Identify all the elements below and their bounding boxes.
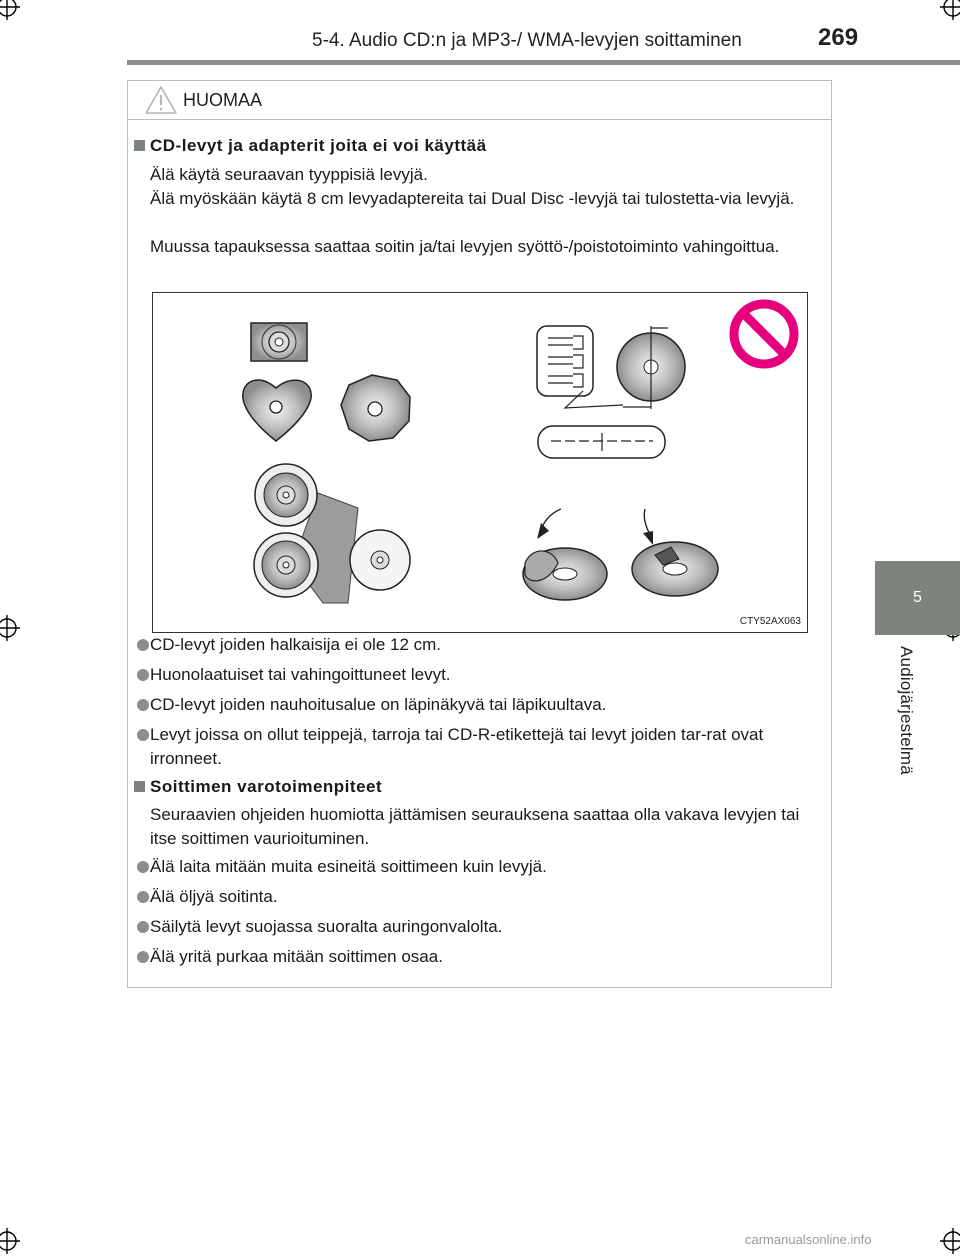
section-tab[interactable]	[875, 561, 960, 635]
list-item-text: Säilytä levyt suojassa suoralta auringonvalolta.	[150, 917, 503, 936]
heading-text: CD-levyt ja adapterit joita ei voi käyttää	[150, 136, 487, 155]
bullet-dot-icon	[137, 951, 149, 963]
list-item-text: Älä laita mitään muita esineitä soittimeen kuin levyjä.	[150, 857, 547, 876]
list-item	[136, 633, 826, 657]
bullet-dot-icon	[137, 699, 149, 711]
list-item	[136, 945, 826, 969]
header-rule	[127, 60, 960, 65]
list-item-text: Älä yritä purkaa mitään soittimen osaa.	[150, 947, 443, 966]
bullet-dot-icon	[137, 861, 149, 873]
paragraph-line: Älä myöskään käytä 8 cm levyadaptereita tai Dual Disc -levyjä tai tulostetta-via levyjä.	[150, 189, 795, 208]
unusable-discs-figure	[152, 292, 808, 633]
dual-disc-cross-section-icon	[537, 326, 685, 458]
list-item-text: Huonolaatuiset tai vahingoittuneet levyt.	[150, 665, 451, 684]
peeling-label-disc-icon	[523, 509, 718, 600]
paragraph-line: Seuraavien ohjeiden huomiotta jättämisen seurauksena saattaa olla vakava levyjen tai itse soittimen vaurioituminen.	[150, 805, 800, 848]
section-side-label: Audiojärjestelmä	[897, 646, 916, 775]
list-item	[136, 855, 826, 879]
heading-square-icon	[134, 781, 145, 792]
bullet-dot-icon	[137, 669, 149, 681]
crop-mark-top-right-icon	[940, 0, 960, 20]
paragraph-line: Muussa tapauksessa saattaa soitin ja/tai levyjen syöttö-/poistotoiminto vahingoittua.	[150, 237, 780, 256]
warning-triangle-icon	[144, 85, 178, 115]
crop-mark-top-left-icon	[0, 0, 20, 20]
crop-mark-mid-left-icon	[0, 615, 20, 641]
list-item	[136, 915, 826, 939]
list-item-text: Älä öljyä soitinta.	[150, 887, 278, 906]
watermark[interactable]: carmanualsonline.info	[745, 1232, 872, 1247]
adapter-disc-icon	[254, 464, 410, 603]
discs-illustration	[153, 293, 807, 632]
page-header-title: 5-4. Audio CD:n ja MP3-/ WMA-levyjen soittaminen	[312, 30, 742, 51]
section-heading-player-precautions	[134, 777, 382, 797]
heading-square-icon	[134, 140, 145, 151]
heart-disc-icon	[243, 380, 311, 441]
square-disc-icon	[251, 323, 307, 361]
bullet-dot-icon	[137, 729, 149, 741]
bullet-dot-icon	[137, 891, 149, 903]
list-item	[136, 723, 826, 771]
bullet-dot-icon	[137, 921, 149, 933]
figure-code: CTY52AX063	[739, 616, 801, 627]
heading-text: Soittimen varotoimenpiteet	[150, 777, 383, 796]
crop-mark-bottom-left-icon	[0, 1228, 20, 1254]
list-item	[136, 885, 826, 909]
polygon-disc-icon	[341, 375, 410, 441]
notice-header	[128, 81, 831, 120]
list-item	[136, 663, 826, 687]
paragraph-line: Älä käytä seuraavan tyyppisiä levyjä.	[150, 165, 428, 184]
page-number: 269	[818, 24, 859, 51]
list-item	[136, 693, 826, 717]
notice-title: HUOMAA	[183, 89, 263, 110]
list-item-text: CD-levyt joiden halkaisija ei ole 12 cm.	[150, 635, 442, 654]
section-number: 5	[913, 589, 922, 606]
list-item-text: Levyt joissa on ollut teippejä, tarroja tai CD-R-etikettejä tai levyt joiden tar-rat ovat irronneet.	[150, 725, 764, 768]
prohibited-sign-icon	[734, 304, 794, 364]
list-item-text: CD-levyt joiden nauhoitusalue on läpinäkyvä tai läpikuultava.	[150, 695, 607, 714]
bullet-dot-icon	[137, 639, 149, 651]
crop-mark-bottom-right-icon	[940, 1228, 960, 1254]
section-heading-unusable-discs	[134, 136, 487, 156]
